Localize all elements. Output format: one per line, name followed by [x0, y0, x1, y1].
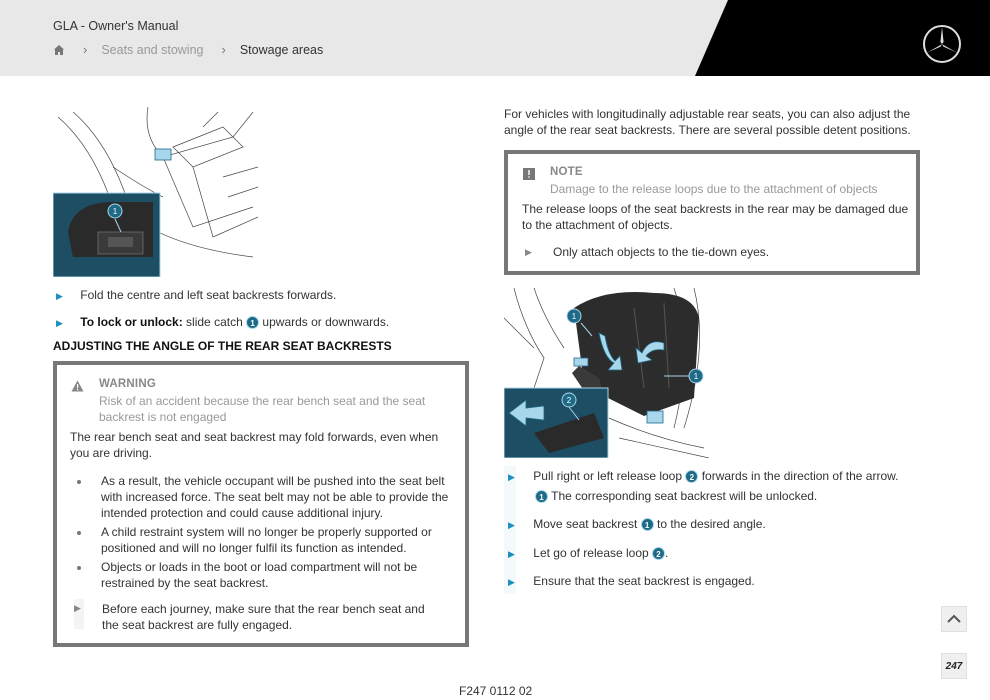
mercedes-star-logo[interactable]	[922, 24, 962, 64]
home-icon[interactable]	[53, 44, 65, 56]
chevron-right-icon: ›	[83, 42, 88, 57]
header-black-corner	[0, 0, 990, 76]
warning-bullet-2: A child restraint system will no longer be properly supported or positioned and will no longer fulfil its function as intended.	[101, 525, 432, 555]
number-badge: 1	[535, 490, 548, 503]
step-arrow-icon: ▶	[508, 472, 515, 482]
warning-subtitle: Risk of an accident because the rear bench seat and the seat backrest is not engaged	[99, 394, 426, 424]
warning-triangle-icon	[71, 380, 84, 392]
note-box	[504, 150, 920, 275]
bullet-dot	[77, 531, 81, 535]
warning-action: Before each journey, make sure that the rear bench seat and the seat backrest are fully engaged.	[102, 602, 425, 632]
breadcrumb	[53, 42, 323, 57]
note-action: Only attach objects to the tie-down eyes.	[553, 245, 770, 259]
warning-box	[53, 361, 469, 647]
warning-intro: The rear bench seat and seat backrest may fold forwards, even when you are driving.	[70, 430, 439, 460]
step-arrow-icon: ▶	[508, 577, 515, 587]
step-pull-loop: ▶ Pull right or left release loop 2 forwards in the direction of the arrow.	[508, 469, 899, 483]
step-arrow-icon: ▶	[508, 549, 515, 559]
callout-2: 2	[566, 396, 572, 405]
number-badge: 2	[685, 470, 698, 483]
number-badge: 1	[641, 518, 654, 531]
note-title: NOTE	[550, 166, 583, 178]
page-number-badge[interactable]: 247	[941, 653, 967, 679]
chevron-right-icon: ›	[221, 42, 226, 57]
scroll-top-button[interactable]	[941, 606, 967, 632]
warning-title: WARNING	[99, 378, 156, 390]
warning-bullet-3: Objects or loads in the boot or load compartment will not be restrained by the seat backrest.	[101, 560, 418, 590]
callout-1-right: 1	[693, 372, 699, 381]
rear-seat-illustration	[504, 288, 714, 458]
step-move-backrest: ▶ Move seat backrest 1 to the desired angle.	[508, 517, 766, 531]
number-badge: 1	[246, 316, 259, 329]
step-lock-unlock: ▶ To lock or unlock: slide catch 1 upwards or downwards.	[56, 315, 390, 329]
callout-1: 1	[112, 207, 118, 216]
action-arrow-icon: ▶	[74, 603, 81, 613]
step-arrow-icon: ▶	[508, 520, 515, 530]
chevron-up-icon	[942, 607, 966, 631]
breadcrumb-item-seats[interactable]: Seats and stowing	[101, 42, 204, 57]
step-let-go: ▶ Let go of release loop 2 .	[508, 546, 669, 560]
manual-title: GLA - Owner's Manual	[53, 19, 179, 33]
seat-fold-illustration	[53, 107, 261, 277]
step-arrow-icon: ▶	[56, 318, 63, 328]
note-exclamation-icon	[523, 168, 535, 180]
bullet-dot	[77, 566, 81, 570]
breadcrumb-item-current: Stowage areas	[239, 42, 324, 57]
warning-bullet-1: As a result, the vehicle occupant will be pushed into the seat belt with increased force. The seat belt may not be able to provide the intended protection and could cause additional injury.	[101, 474, 449, 520]
action-arrow-icon: ▶	[525, 247, 532, 257]
step-ensure-engaged: ▶ Ensure that the seat backrest is engaged.	[508, 574, 755, 588]
note-body: The release loops of the seat backrests in the rear may be damaged due to the attachment of objects.	[522, 202, 909, 232]
bullet-dot	[77, 480, 81, 484]
note-subtitle: Damage to the release loops due to the attachment of objects	[550, 182, 878, 196]
step-fold: ▶ Fold the centre and left seat backrests forwards.	[56, 288, 337, 302]
step-arrow-icon: ▶	[56, 291, 63, 301]
number-badge: 2	[652, 547, 665, 560]
step-result-unlocked: 1 The corresponding seat backrest will be unlocked.	[535, 488, 817, 504]
section-heading: ADJUSTING THE ANGLE OF THE REAR SEAT BACKRESTS	[53, 339, 392, 353]
figure-code: F247 0112 02	[459, 684, 533, 698]
callout-1-top: 1	[571, 312, 577, 321]
right-intro: For vehicles with longitudinally adjustable rear seats, you can also adjust the angle of the rear seat backrests. There are several possible detent positions.	[504, 107, 911, 137]
